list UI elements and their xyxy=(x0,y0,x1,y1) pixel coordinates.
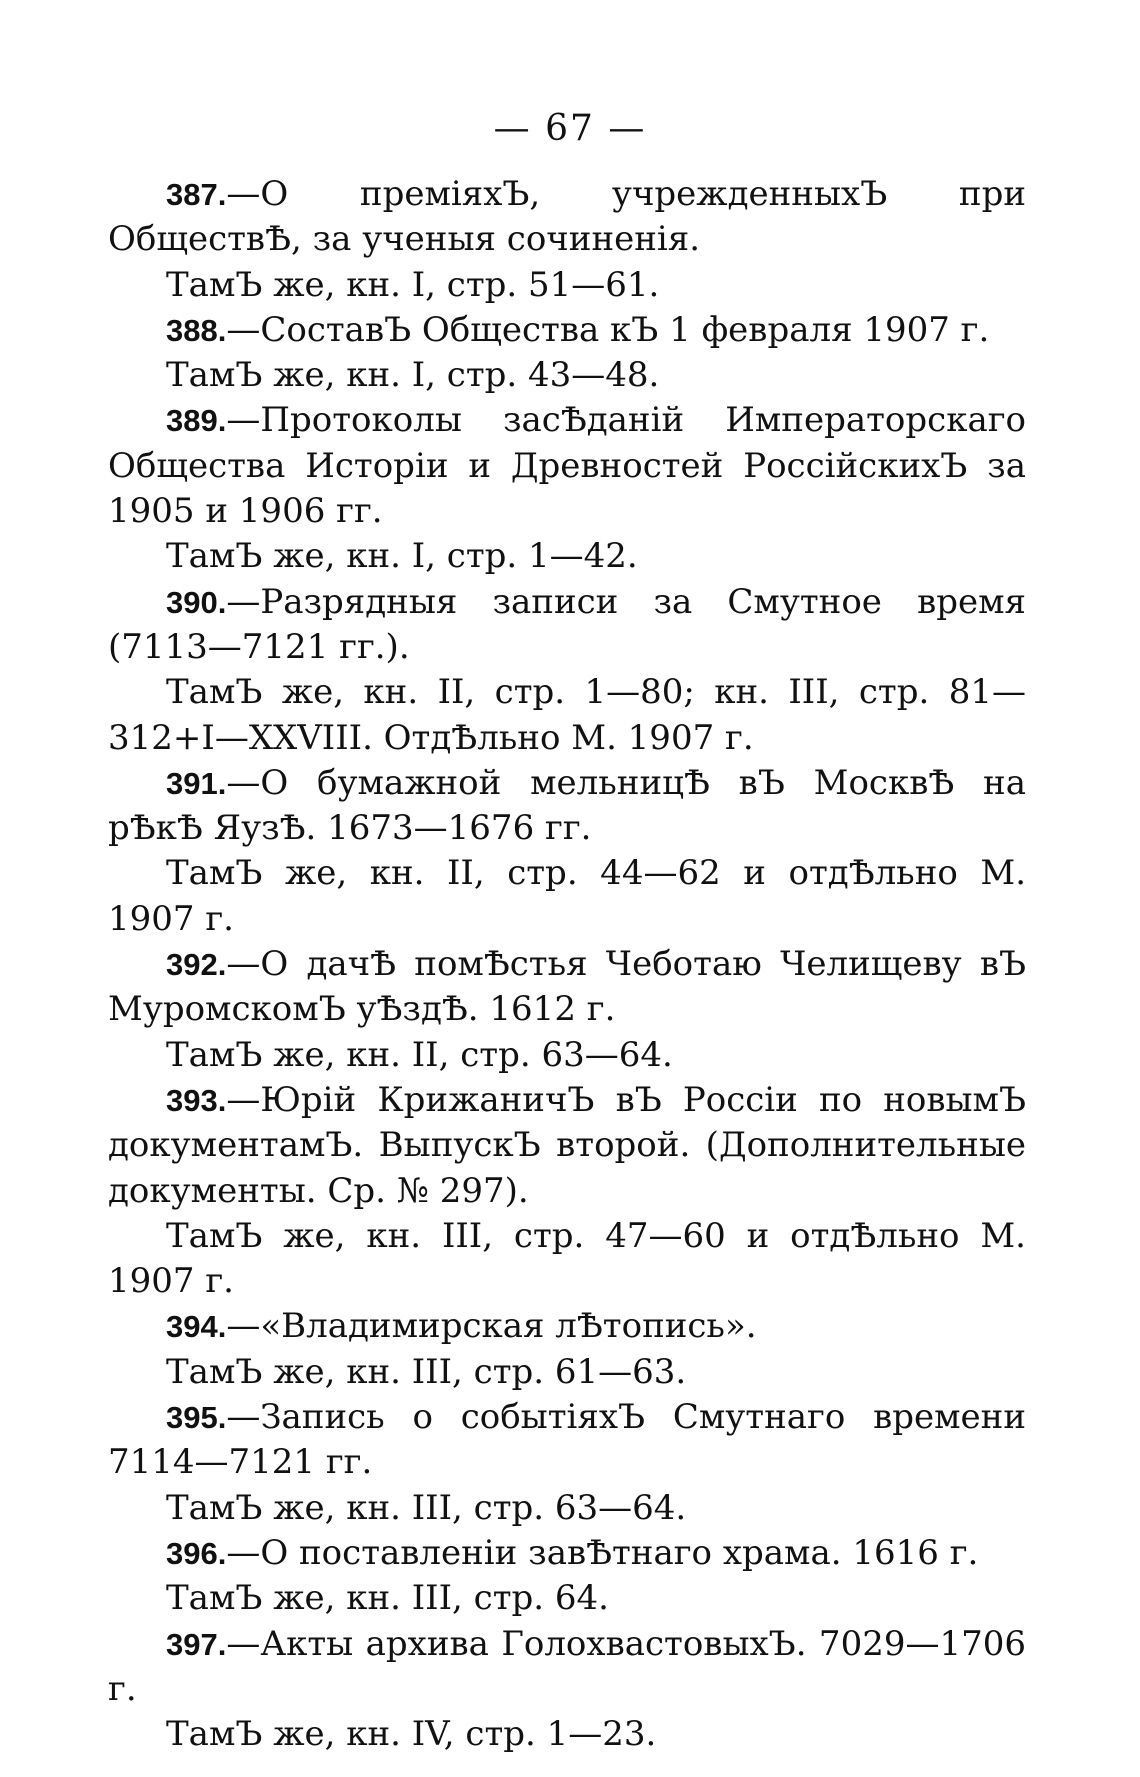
entry-title xyxy=(108,1078,1026,1214)
list-item xyxy=(108,1078,1026,1304)
entry-number: 396. xyxy=(166,1535,227,1571)
entry-reference: ТамЪ же, кн. I, стр. 1—42. xyxy=(166,536,638,577)
entry-reference: ТамЪ же, кн. I, стр. 43—48. xyxy=(166,355,660,396)
entry-title-text: —О бумажной мельницѢ вЪ МосквѢ на рѢкѢ ЯузѢ. 1673—1676 гг. xyxy=(108,762,1026,849)
entry-title-text: —О дачѢ помѢстья Чеботаю Челищеву вЪ МуромскомЪ уѢздѢ. 1612 г. xyxy=(108,944,1026,1030)
entry-title-text: —Запись о событiяхЪ Смутнаго времени 7114—7121 гг. xyxy=(108,1397,1026,1483)
entry-title-text: —О премiяхЪ, учрежденныхЪ при ОбществѢ, за ученыя сочиненiя. xyxy=(108,174,1026,260)
entry-title xyxy=(108,761,1026,852)
entry-title xyxy=(108,1622,1026,1713)
entry-number: 387. xyxy=(166,177,227,212)
list-item xyxy=(108,1304,1026,1395)
list-item xyxy=(108,942,1026,1078)
entry-reference: ТамЪ же, кн. IV, стр. 1—23. xyxy=(166,1714,657,1755)
entry-reference: ТамЪ же, кн. I, стр. 51—61. xyxy=(166,264,660,305)
entry-list xyxy=(108,172,1026,1757)
entry-title xyxy=(108,308,1026,353)
entry-reference: ТамЪ же, кн. II, стр. 44—62 и отдѢльно М. 1907 г. xyxy=(108,853,1026,939)
entry-reference: ТамЪ же, кн. III, стр. 47—60 и отдѢльно М. 1907 г. xyxy=(108,1215,1026,1302)
list-item xyxy=(108,580,1026,761)
entry-reference: ТамЪ же, кн. II, стр. 63—64. xyxy=(166,1034,673,1075)
entry-title xyxy=(108,942,1026,1033)
entry-title-text: —Акты архива ГолохвастовыхЪ. 7029—1706 г. xyxy=(108,1623,1026,1709)
entry-number: 395. xyxy=(166,1400,227,1436)
entry-number: 393. xyxy=(166,1082,227,1118)
entry-number: 392. xyxy=(166,947,227,983)
entry-number: 388. xyxy=(166,312,227,348)
entry-title xyxy=(108,172,1026,263)
entry-title xyxy=(108,1304,1026,1349)
entry-number: 389. xyxy=(166,403,227,439)
entry-title xyxy=(108,1395,1026,1486)
entry-number: 390. xyxy=(166,584,227,620)
entry-reference: ТамЪ же, кн. II, стр. 1—80; кн. III, стр. 81—312+I—XXVIII. ОтдѢльно М. 1907 г. xyxy=(108,672,1026,758)
entry-title-text: —Юрiй КрижаничЪ вЪ Россiи по новымЪ документамЪ. ВыпускЪ второй. (Дополнительные документы. Ср. № 297). xyxy=(108,1079,1026,1211)
entry-number: 391. xyxy=(166,765,227,801)
list-item xyxy=(108,398,1026,579)
entry-number: 394. xyxy=(166,1309,227,1345)
entry-number: 397. xyxy=(166,1626,227,1662)
entry-title-text: —Протоколы засѢданiй Императорскаго Общества Исторiи и Древностей РоссiйскихЪ за 1905 и 1906 гг. xyxy=(108,400,1026,532)
list-item xyxy=(108,761,1026,942)
list-item xyxy=(108,172,1026,308)
entry-title-text: —СоставЪ Общества кЪ 1 февраля 1907 г. xyxy=(226,309,990,350)
entry-reference: ТамЪ же, кн. III, стр. 64. xyxy=(166,1578,609,1619)
list-item xyxy=(108,1622,1026,1758)
entry-title xyxy=(108,580,1026,671)
entry-reference: ТамЪ же, кн. III, стр. 61—63. xyxy=(166,1351,687,1392)
entry-title-text: —Разрядныя записи за Смутное время (7113—7121 гг.). xyxy=(108,581,1026,667)
entry-reference: ТамЪ же, кн. III, стр. 63—64. xyxy=(166,1487,687,1528)
entry-title-text: —О поставленiи завѢтнаго храма. 1616 г. xyxy=(226,1532,979,1573)
entry-title xyxy=(108,1531,1026,1576)
list-item xyxy=(108,1531,1026,1622)
entry-title-text: —«Владимирская лѢтопись». xyxy=(226,1306,757,1347)
entry-title xyxy=(108,398,1026,534)
list-item xyxy=(108,1395,1026,1531)
page-number: — 67 — xyxy=(493,108,647,149)
list-item xyxy=(108,308,1026,399)
